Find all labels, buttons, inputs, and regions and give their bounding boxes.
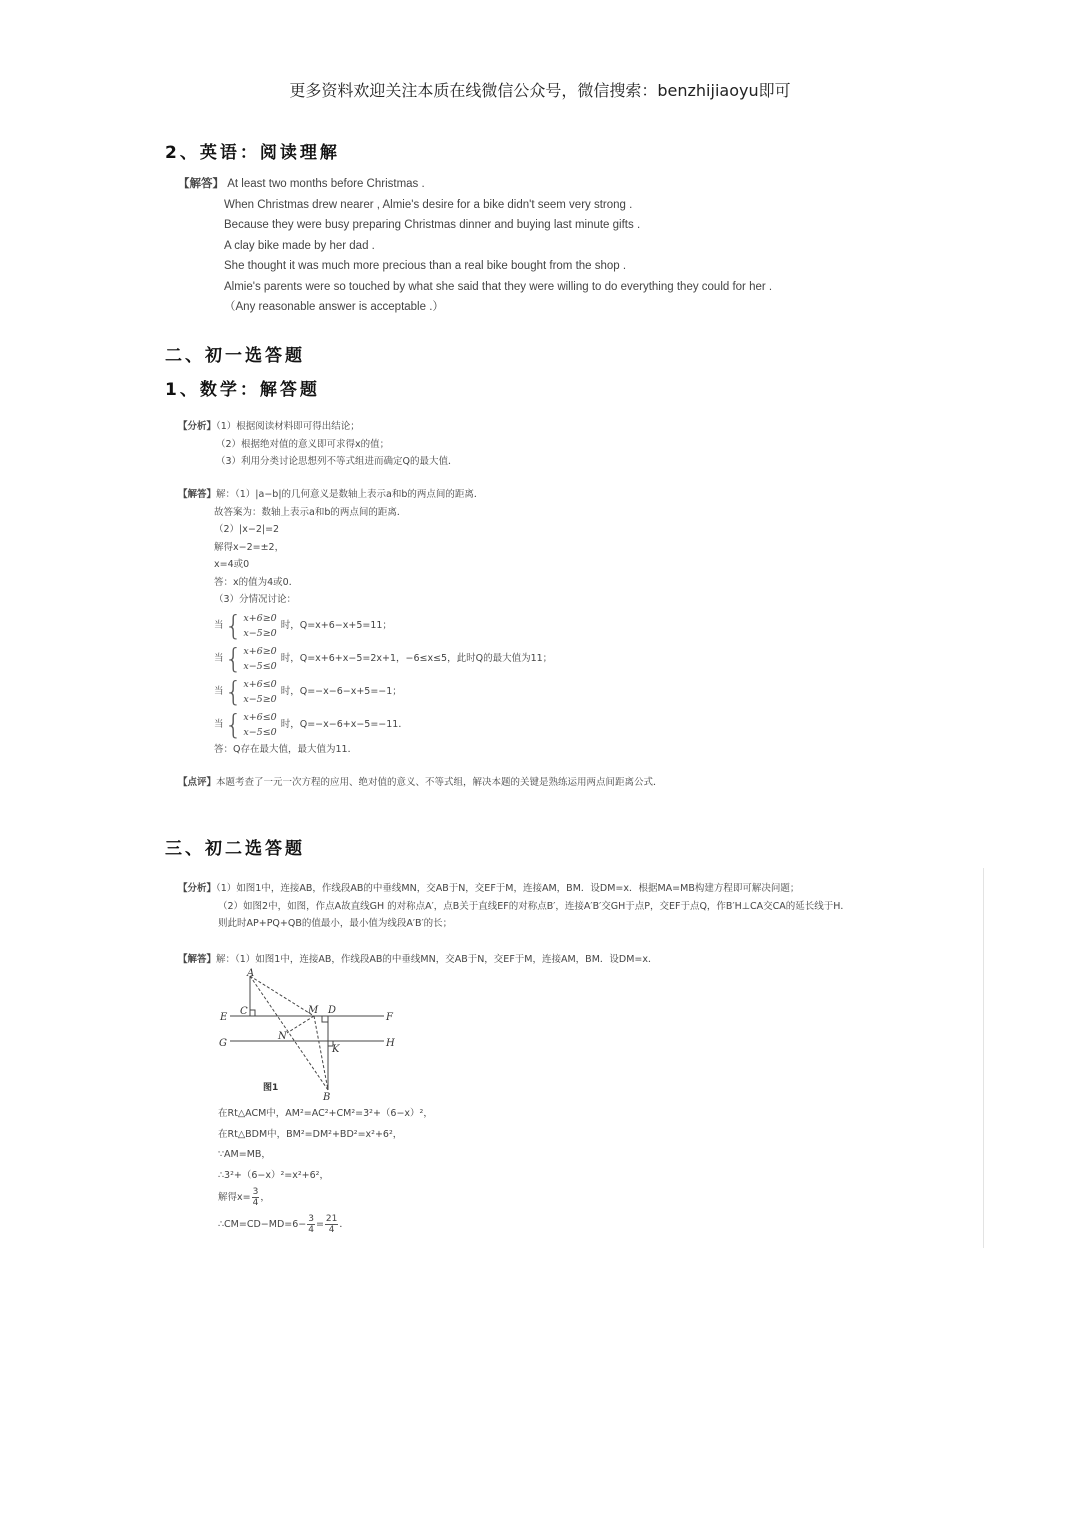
label-k: K [332,1044,340,1055]
grade2-section-title: 三、初二选答题 [165,839,305,859]
segment-am [250,976,314,1016]
english-line-4: A clay bike made by her dad . [224,239,375,252]
label-e: E [220,1012,228,1023]
label-b: B [323,1092,331,1102]
answer-intro: 解：（1）|a−b|的几何意义是数轴上表示a和b的两点间的距离． [216,489,484,500]
case-2: 当 { x+6≥0 x−5≤0 时，Q=x+6+x−5=2x+1，−6≤x≤5，此时Q的最大值为11； [214,641,553,675]
label-m: M [308,1005,319,1016]
label-c: C [240,1006,248,1017]
answer-tag: 【解答】 [178,178,224,190]
case-3: 当 { x+6≤0 x−5≥0 时，Q=−x−6−x+5=−1； [214,674,402,708]
g2-analysis-line-2: （2）如图2中，如图，作点A故直线GH 的对称点A′，点B关于直线EF的对称点B′，连接A′B′交GH于点P，交EF于点Q，作B′H⊥CA交CA的延长线于H． [218,900,850,912]
math-subtitle: 1、数学：解答题 [165,380,320,400]
step-3: ∵AM=MB， [218,1149,271,1160]
step-2: 在Rt△BDM中，BM²=DM²+BD²=x²+6²， [218,1128,403,1140]
answer-line-1: 故答案为：数轴上表示a和b的两点间的距离． [214,506,407,518]
analysis-tag: 【分析】 [178,421,217,432]
english-answer-block [178,174,772,318]
english-line-6: Almie's parents were so touched by what she said that they were willing to do everything they could for her . [224,280,773,293]
grade1-analysis [178,418,458,471]
g2-analysis-line-3: 则此时AP+PQ+QB的值最小，最小值为线段A′B′的长； [218,918,453,929]
figure-1 [212,966,402,1102]
analysis-line-3: （3）利用分类讨论思想列不等式组进而确定Q的最大值． [216,456,458,467]
analysis-line-1: （1）根据阅读材料即可得出结论； [216,421,360,432]
answer-tag: 【解答】 [178,954,217,965]
answer-line-6: （3）分情况讨论： [214,594,297,605]
grade1-section-title: 二、初一选答题 [165,346,305,366]
page-header: 更多资料欢迎关注本质在线微信公众号，微信搜索：benzhijiaoyu即可 [289,81,791,100]
english-line-5: She thought it was much more precious than a real bike bought from the shop . [224,260,627,272]
figure-caption: 图1 [263,1083,279,1093]
comment-tag: 【点评】 [178,777,217,788]
case-4: 当 { x+6≤0 x−5≤0 时，Q=−x−6+x−5=−11． [214,707,408,741]
grade2-analysis [178,880,850,933]
step-4: ∴3²+（6−x）²=x²+6²， [218,1169,329,1181]
segment-ab [250,976,328,1090]
grade1-conclusion: 答：Q存在最大值，最大值为11． [214,744,358,755]
grade1-answer [178,486,483,609]
label-d: D [328,1005,337,1016]
solve-line: 解得x= $\frac{3}{4}$ ， [218,1187,270,1208]
english-line-1: 【解答】 At least two months before Christmas . [178,178,425,190]
g2-analysis-line-1: （1）如图1中，连接AB，作线段AB的中垂线MN，交AB于N，交EF于M，连接AM，BM．设DM=x．根据MA=MB构建方程即可解决问题； [216,883,800,894]
analysis-line-2: （2）根据绝对值的意义即可求得x的值； [216,438,390,450]
page-edge-line [983,868,984,1248]
right-angle-d [322,1016,328,1022]
step-1: 在Rt△ACM中，AM²=AC²+CM²=3²+（6−x）²， [218,1108,433,1119]
english-section-title: 2、英语：阅读理解 [165,143,340,163]
analysis-tag: 【分析】 [178,883,217,894]
case-list [214,609,552,741]
label-g: G [219,1038,227,1049]
grade2-steps [218,1104,433,1186]
answer-line-4: x=4或0 [214,559,250,570]
english-line-7: （Any reasonable answer is acceptable .） [224,301,444,313]
label-a: A [247,968,255,979]
grade2-answer-intro: 【解答】解：（1）如图1中，连接AB，作线段AB的中垂线MN，交AB于N，交EF于M，连接AM，BM．设DM=x． [178,954,658,965]
segment-mn [287,1016,314,1033]
label-h: H [386,1038,395,1049]
grade1-comment [178,774,663,792]
case-1: 当 { x+6≥0 x−5≥0 时，Q=x+6−x+5=11； [214,608,392,642]
answer-line-5: 答：x的值为4或0． [214,576,299,588]
label-f: F [386,1012,393,1023]
answer-tag: 【解答】 [178,489,217,500]
english-line-3: Because they were busy preparing Christmas dinner and buying last minute gifts . [224,219,641,231]
comment-text: 本题考查了一元一次方程的应用、绝对值的意义、不等式组，解决本题的关键是熟练运用两点间距离公式． [216,777,663,788]
label-n: N [278,1031,287,1042]
answer-line-3: 解得x−2=±2， [214,541,285,553]
right-angle-c [250,1010,255,1016]
english-line-2: When Christmas drew nearer , Almie's desire for a bike didn't seem very strong . [224,198,633,211]
final-line: ∴CM=CD−MD=6− $\frac{3}{4}$ = $\frac{21}{4}$ ． [218,1214,349,1235]
answer-line-2: （2）|x−2|=2 [214,524,280,535]
